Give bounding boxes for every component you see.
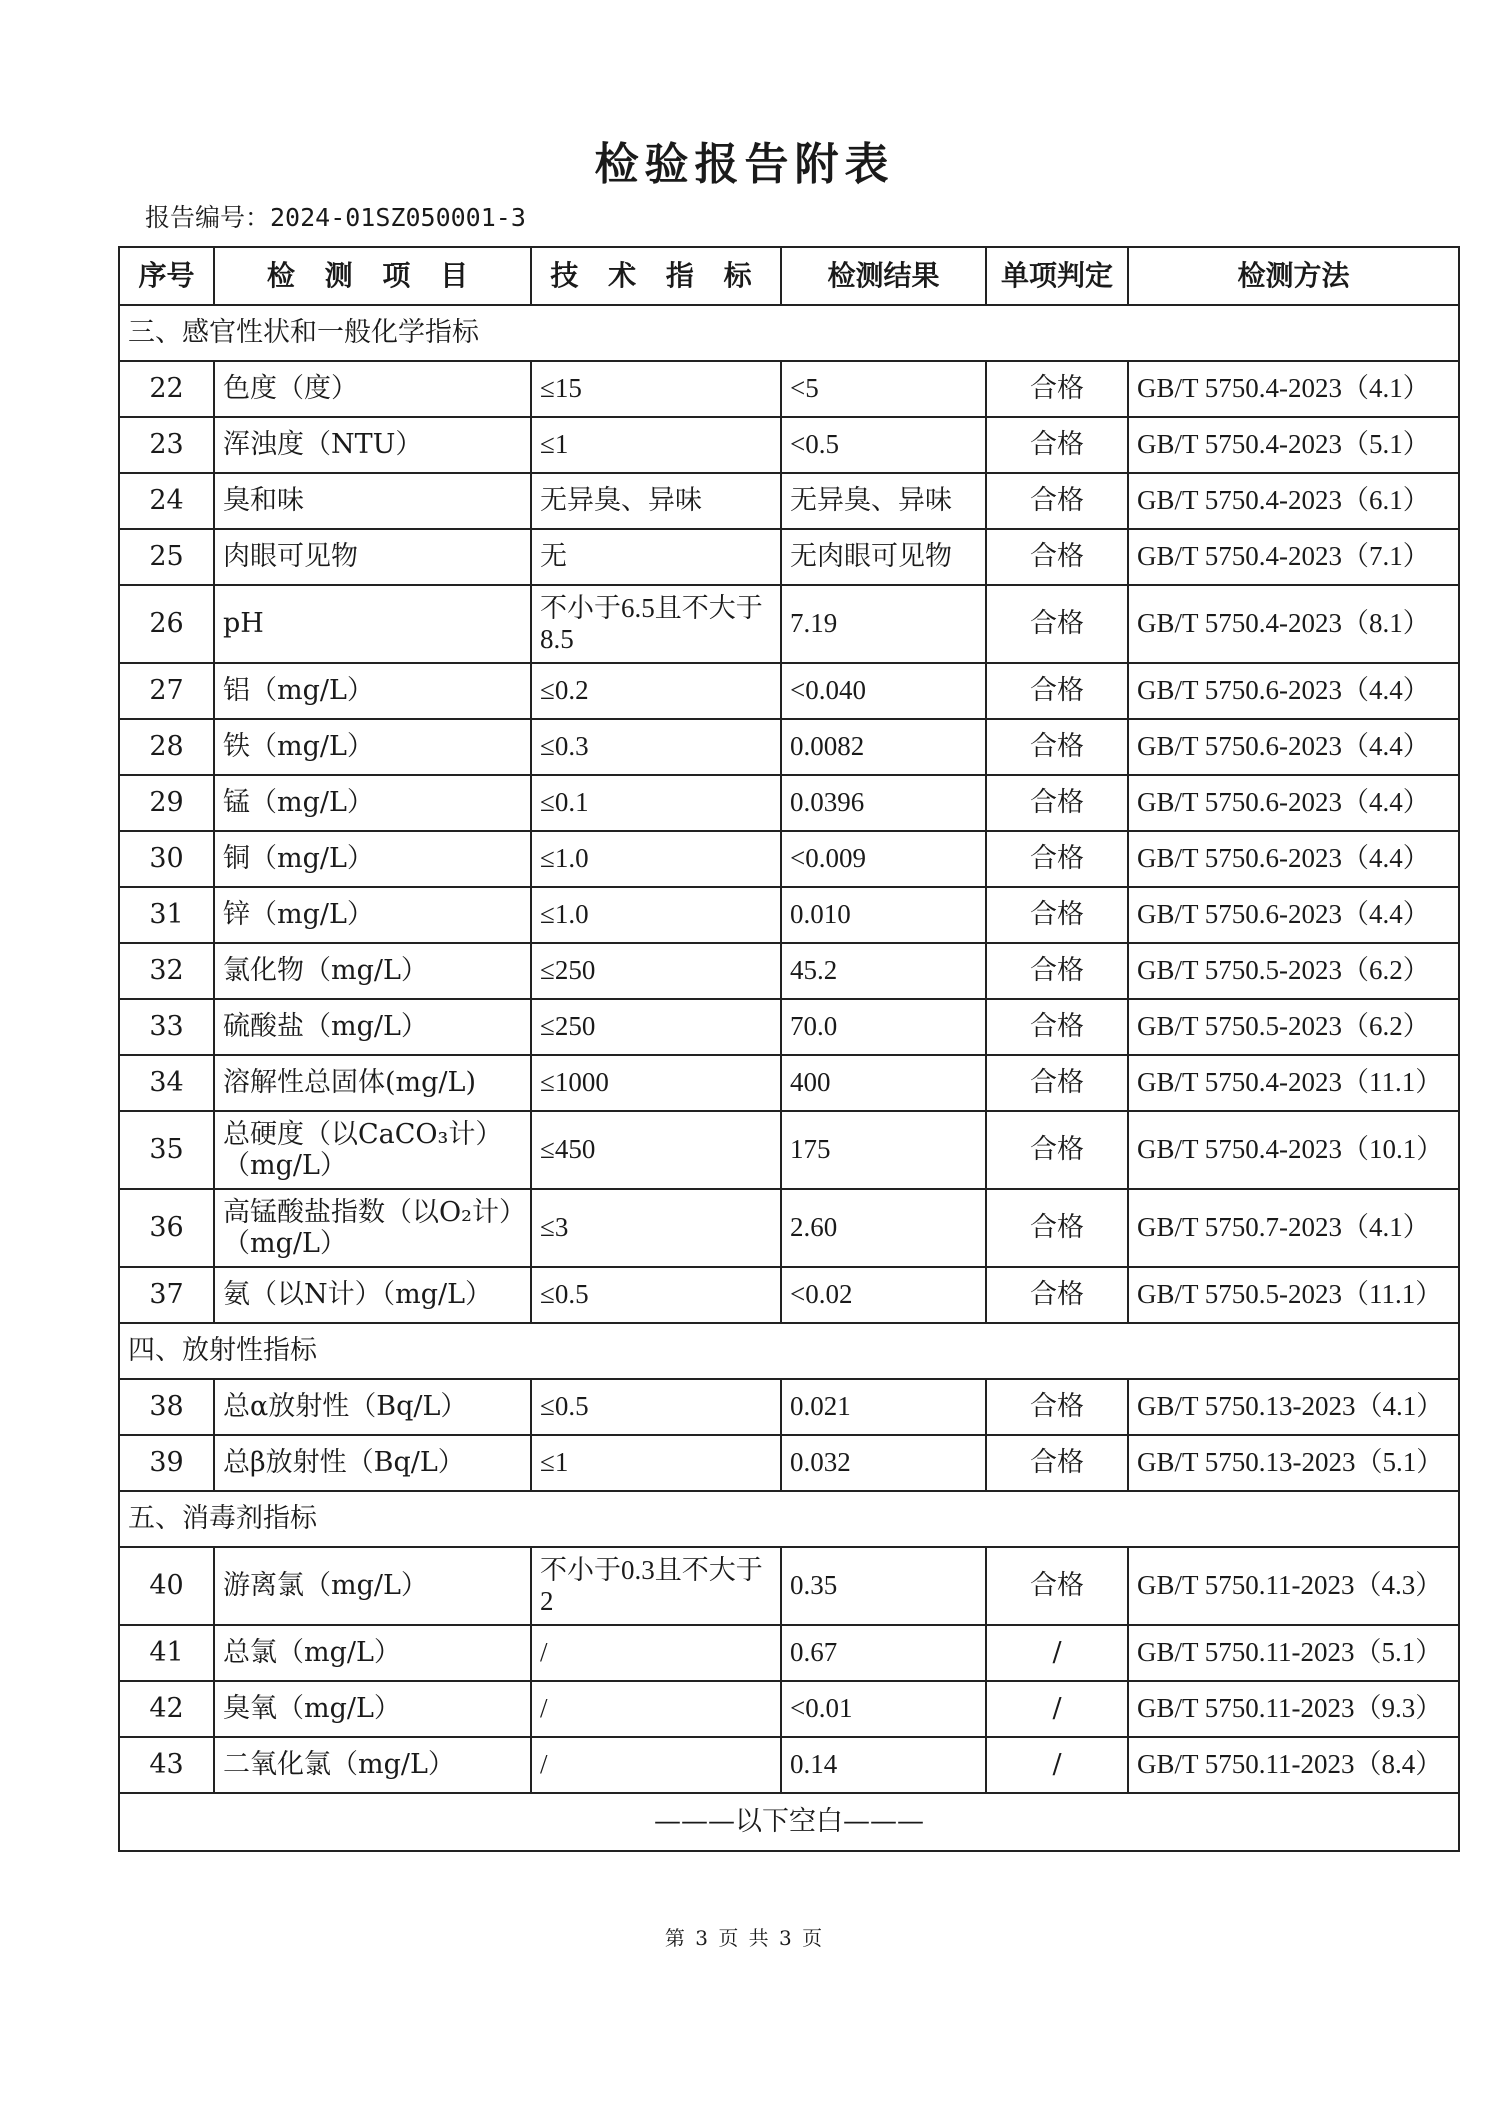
- row-method: GB/T 5750.4-2023（4.1）: [1128, 361, 1459, 417]
- header-no: 序号: [119, 247, 214, 305]
- row-standard: ≤0.5: [531, 1267, 781, 1323]
- row-method: GB/T 5750.4-2023（10.1）: [1128, 1111, 1459, 1189]
- header-item: 检 测 项 目: [214, 247, 531, 305]
- row-method: GB/T 5750.11-2023（9.3）: [1128, 1681, 1459, 1737]
- row-item: 铜（mg/L）: [214, 831, 531, 887]
- row-result: 0.35: [781, 1547, 986, 1625]
- row-result: 0.14: [781, 1737, 986, 1793]
- row-number: 35: [119, 1111, 214, 1189]
- row-result: 7.19: [781, 585, 986, 663]
- row-method: GB/T 5750.4-2023（5.1）: [1128, 417, 1459, 473]
- row-judgement: 合格: [986, 529, 1128, 585]
- row-item: 总氯（mg/L）: [214, 1625, 531, 1681]
- row-number: 26: [119, 585, 214, 663]
- row-item: 氯化物（mg/L）: [214, 943, 531, 999]
- row-result: 0.021: [781, 1379, 986, 1435]
- row-item: 铝（mg/L）: [214, 663, 531, 719]
- row-judgement: 合格: [986, 1267, 1128, 1323]
- row-number: 39: [119, 1435, 214, 1491]
- row-number: 24: [119, 473, 214, 529]
- table-row: [119, 1189, 1459, 1267]
- row-standard: ≤1.0: [531, 831, 781, 887]
- table-row: [119, 585, 1459, 663]
- row-judgement: 合格: [986, 887, 1128, 943]
- row-number: 33: [119, 999, 214, 1055]
- row-number: 29: [119, 775, 214, 831]
- row-method: GB/T 5750.7-2023（4.1）: [1128, 1189, 1459, 1267]
- row-method: GB/T 5750.6-2023（4.4）: [1128, 719, 1459, 775]
- row-result: 0.032: [781, 1435, 986, 1491]
- row-standard: ≤1000: [531, 1055, 781, 1111]
- section-label: 三、感官性状和一般化学指标: [119, 305, 1459, 361]
- blank-row: [119, 1793, 1459, 1851]
- table-body: [119, 305, 1459, 1851]
- row-judgement: 合格: [986, 585, 1128, 663]
- row-item: 色度（度）: [214, 361, 531, 417]
- row-method: GB/T 5750.4-2023（8.1）: [1128, 585, 1459, 663]
- row-judgement: 合格: [986, 719, 1128, 775]
- row-judgement: 合格: [986, 775, 1128, 831]
- table-row: [119, 417, 1459, 473]
- row-method: GB/T 5750.4-2023（7.1）: [1128, 529, 1459, 585]
- table-row: [119, 1737, 1459, 1793]
- table-row: [119, 1379, 1459, 1435]
- row-standard: ≤1: [531, 417, 781, 473]
- row-number: 28: [119, 719, 214, 775]
- page-footer: 第 3 页 共 3 页: [664, 1926, 825, 1950]
- row-result: 175: [781, 1111, 986, 1189]
- row-item: 臭氧（mg/L）: [214, 1681, 531, 1737]
- row-standard: /: [531, 1737, 781, 1793]
- row-judgement: 合格: [986, 1111, 1128, 1189]
- row-judgement: 合格: [986, 1055, 1128, 1111]
- row-method: GB/T 5750.6-2023（4.4）: [1128, 831, 1459, 887]
- table-row: [119, 775, 1459, 831]
- row-judgement: 合格: [986, 473, 1128, 529]
- row-result: 0.0082: [781, 719, 986, 775]
- row-method: GB/T 5750.6-2023（4.4）: [1128, 887, 1459, 943]
- section-row: [119, 1323, 1459, 1379]
- row-item: 浑浊度（NTU）: [214, 417, 531, 473]
- table-row: [119, 1267, 1459, 1323]
- table-row: [119, 943, 1459, 999]
- row-method: GB/T 5750.6-2023（4.4）: [1128, 663, 1459, 719]
- table-row: [119, 1435, 1459, 1491]
- row-method: GB/T 5750.4-2023（11.1）: [1128, 1055, 1459, 1111]
- section-label: 五、消毒剂指标: [119, 1491, 1459, 1547]
- row-judgement: /: [986, 1681, 1128, 1737]
- table-row: [119, 831, 1459, 887]
- row-judgement: 合格: [986, 943, 1128, 999]
- row-method: GB/T 5750.5-2023（6.2）: [1128, 943, 1459, 999]
- row-judgement: 合格: [986, 1547, 1128, 1625]
- row-standard: /: [531, 1681, 781, 1737]
- row-standard: ≤450: [531, 1111, 781, 1189]
- row-standard: ≤0.5: [531, 1379, 781, 1435]
- table-row: [119, 663, 1459, 719]
- row-method: GB/T 5750.11-2023（8.4）: [1128, 1737, 1459, 1793]
- row-result: <0.009: [781, 831, 986, 887]
- row-judgement: 合格: [986, 1379, 1128, 1435]
- row-number: 41: [119, 1625, 214, 1681]
- row-standard: ≤250: [531, 943, 781, 999]
- header-result: 检测结果: [781, 247, 986, 305]
- table-row: [119, 719, 1459, 775]
- row-method: GB/T 5750.13-2023（4.1）: [1128, 1379, 1459, 1435]
- row-item: 锰（mg/L）: [214, 775, 531, 831]
- row-number: 30: [119, 831, 214, 887]
- table-row: [119, 1055, 1459, 1111]
- row-standard: /: [531, 1625, 781, 1681]
- section-row: [119, 305, 1459, 361]
- header-judgement: 单项判定: [986, 247, 1128, 305]
- row-standard: 不小于0.3且不大于2: [531, 1547, 781, 1625]
- row-number: 31: [119, 887, 214, 943]
- table-row: [119, 999, 1459, 1055]
- row-result: 45.2: [781, 943, 986, 999]
- row-standard: 无: [531, 529, 781, 585]
- row-result: 0.0396: [781, 775, 986, 831]
- table-row: [119, 1625, 1459, 1681]
- section-row: [119, 1491, 1459, 1547]
- blank-note: ———以下空白———: [119, 1793, 1459, 1851]
- section-label: 四、放射性指标: [119, 1323, 1459, 1379]
- row-standard: ≤0.2: [531, 663, 781, 719]
- row-method: GB/T 5750.11-2023（4.3）: [1128, 1547, 1459, 1625]
- row-result: <0.040: [781, 663, 986, 719]
- row-item: 游离氯（mg/L）: [214, 1547, 531, 1625]
- row-method: GB/T 5750.5-2023（6.2）: [1128, 999, 1459, 1055]
- row-number: 23: [119, 417, 214, 473]
- row-number: 25: [119, 529, 214, 585]
- row-number: 42: [119, 1681, 214, 1737]
- row-result: <5: [781, 361, 986, 417]
- row-number: 34: [119, 1055, 214, 1111]
- row-result: 2.60: [781, 1189, 986, 1267]
- row-method: GB/T 5750.6-2023（4.4）: [1128, 775, 1459, 831]
- row-standard: ≤0.3: [531, 719, 781, 775]
- row-item: 肉眼可见物: [214, 529, 531, 585]
- table-row: [119, 1111, 1459, 1189]
- row-item: 二氧化氯（mg/L）: [214, 1737, 531, 1793]
- row-number: 40: [119, 1547, 214, 1625]
- row-judgement: 合格: [986, 1435, 1128, 1491]
- row-judgement: 合格: [986, 831, 1128, 887]
- row-item: 高锰酸盐指数（以O₂计）（mg/L）: [214, 1189, 531, 1267]
- row-judgement: /: [986, 1625, 1128, 1681]
- row-standard: ≤15: [531, 361, 781, 417]
- row-standard: ≤3: [531, 1189, 781, 1267]
- row-result: 0.010: [781, 887, 986, 943]
- row-result: 70.0: [781, 999, 986, 1055]
- header-method: 检测方法: [1128, 247, 1459, 305]
- row-standard: 无异臭、异味: [531, 473, 781, 529]
- row-method: GB/T 5750.11-2023（5.1）: [1128, 1625, 1459, 1681]
- row-judgement: 合格: [986, 663, 1128, 719]
- row-number: 22: [119, 361, 214, 417]
- row-standard: ≤250: [531, 999, 781, 1055]
- row-result: 无异臭、异味: [781, 473, 986, 529]
- row-judgement: 合格: [986, 361, 1128, 417]
- row-standard: 不小于6.5且不大于8.5: [531, 585, 781, 663]
- row-judgement: 合格: [986, 1189, 1128, 1267]
- row-method: GB/T 5750.4-2023（6.1）: [1128, 473, 1459, 529]
- row-standard: ≤0.1: [531, 775, 781, 831]
- row-number: 36: [119, 1189, 214, 1267]
- row-number: 43: [119, 1737, 214, 1793]
- row-result: <0.5: [781, 417, 986, 473]
- row-method: GB/T 5750.13-2023（5.1）: [1128, 1435, 1459, 1491]
- row-item: 溶解性总固体(mg/L): [214, 1055, 531, 1111]
- row-item: 总硬度（以CaCO₃计）（mg/L）: [214, 1111, 531, 1189]
- header-standard: 技 术 指 标: [531, 247, 781, 305]
- row-item: 总α放射性（Bq/L）: [214, 1379, 531, 1435]
- table-row: [119, 1681, 1459, 1737]
- table-row: [119, 361, 1459, 417]
- row-result: 400: [781, 1055, 986, 1111]
- page-title: 检验报告附表: [594, 139, 895, 190]
- row-number: 38: [119, 1379, 214, 1435]
- report-number: 报告编号：2024-01SZ050001-3: [145, 203, 526, 232]
- table-row: [119, 887, 1459, 943]
- row-number: 37: [119, 1267, 214, 1323]
- row-item: 铁（mg/L）: [214, 719, 531, 775]
- row-item: 锌（mg/L）: [214, 887, 531, 943]
- row-method: GB/T 5750.5-2023（11.1）: [1128, 1267, 1459, 1323]
- row-standard: ≤1.0: [531, 887, 781, 943]
- table-row: [119, 473, 1459, 529]
- row-item: 氨（以N计）（mg/L）: [214, 1267, 531, 1323]
- row-item: 总β放射性（Bq/L）: [214, 1435, 531, 1491]
- row-result: 无肉眼可见物: [781, 529, 986, 585]
- row-number: 27: [119, 663, 214, 719]
- table-header-row: [119, 247, 1459, 305]
- row-judgement: /: [986, 1737, 1128, 1793]
- row-item: pH: [214, 585, 531, 663]
- table-row: [119, 529, 1459, 585]
- row-item: 臭和味: [214, 473, 531, 529]
- row-result: <0.02: [781, 1267, 986, 1323]
- inspection-table: [118, 246, 1460, 1852]
- row-result: 0.67: [781, 1625, 986, 1681]
- table-row: [119, 1547, 1459, 1625]
- row-judgement: 合格: [986, 417, 1128, 473]
- row-result: <0.01: [781, 1681, 986, 1737]
- row-judgement: 合格: [986, 999, 1128, 1055]
- row-number: 32: [119, 943, 214, 999]
- row-standard: ≤1: [531, 1435, 781, 1491]
- row-item: 硫酸盐（mg/L）: [214, 999, 531, 1055]
